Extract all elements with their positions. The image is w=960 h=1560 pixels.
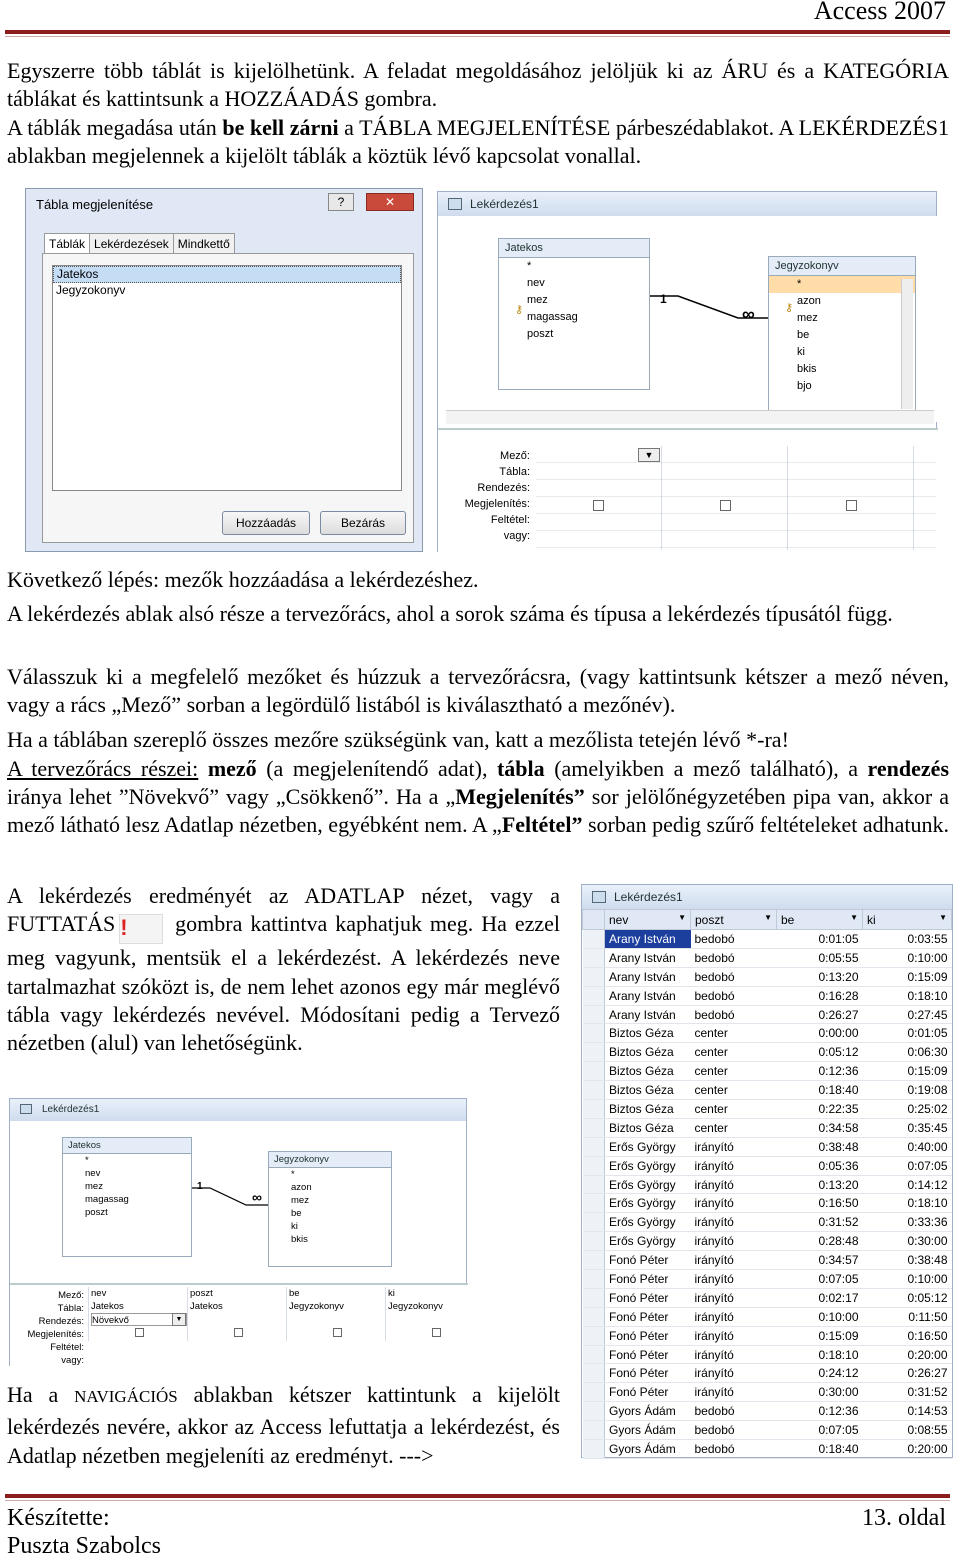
table-row[interactable] [583, 1421, 952, 1440]
grid-row-labels [14, 1289, 84, 1367]
key-icon: ⚷ [515, 304, 524, 316]
query-icon [592, 891, 606, 903]
grid-row-labels [448, 448, 530, 544]
table-jatekos[interactable] [62, 1137, 192, 1257]
cell-nev[interactable]: Erős György [605, 1137, 691, 1156]
cell-ki[interactable]: 0:25:02 [863, 1100, 952, 1119]
intro-paragraph-2: A táblák megadása után be kell zárni a TÁBLA MEGJELENÍTÉSE párbeszédablakot. A LEKÉRDEZÉS1 ablakban megjelennek a kijelölt táblák a köztük lévő kapcsolat vonallal. [7, 115, 949, 168]
table-jatekos[interactable] [498, 238, 650, 390]
cell-ki[interactable]: 0:20:00 [863, 1440, 952, 1459]
query-design-window-2 [9, 1098, 467, 1366]
paragraph-grid: A lekérdezés ablak alsó része a tervezőrács, ahol a sorok száma és típusa a lekérdezés típusától függ. [7, 601, 893, 626]
field[interactable]: * [85, 1155, 89, 1166]
datasheet-title: Lekérdezés1 [582, 885, 952, 909]
show-checkbox[interactable] [720, 500, 731, 511]
footer-rule-thin [5, 1500, 950, 1501]
table-listbox[interactable] [52, 265, 402, 491]
field[interactable]: mez [85, 1181, 103, 1192]
cell-be[interactable]: 0:07:05 [777, 1270, 863, 1289]
grid-table[interactable]: Jatekos [91, 1301, 124, 1312]
cell-ki[interactable]: 0:31:52 [863, 1383, 952, 1402]
dialog-tabs [44, 233, 234, 254]
tab-tables[interactable]: Táblák [44, 233, 90, 254]
table-row[interactable] [583, 1062, 952, 1081]
column-header-nev[interactable]: nev ▼ [605, 910, 691, 930]
grid-column [187, 1287, 283, 1341]
field[interactable]: nev [85, 1168, 101, 1179]
cell-ki[interactable]: 0:14:53 [863, 1402, 952, 1421]
row-selector[interactable] [583, 1270, 605, 1289]
cell-nev[interactable]: Gyors Ádám [605, 1421, 691, 1440]
show-checkbox[interactable] [432, 1328, 441, 1337]
row-label: Tábla: [57, 1303, 84, 1314]
cell-poszt[interactable]: center [691, 1043, 777, 1062]
field[interactable]: magassag [85, 1194, 129, 1205]
grid-field[interactable]: poszt [190, 1288, 213, 1299]
cell-poszt[interactable]: bedobó [691, 1402, 777, 1421]
cell-be[interactable]: 0:34:57 [777, 1251, 863, 1270]
rel-one: 1 [660, 292, 667, 306]
cell-ki[interactable]: 0:20:00 [863, 1345, 952, 1364]
field[interactable]: azon [291, 1182, 312, 1193]
row-selector[interactable] [583, 1024, 605, 1043]
show-checkbox[interactable] [846, 500, 857, 511]
table-row[interactable] [583, 1024, 952, 1043]
cell-poszt[interactable]: bedobó [691, 930, 777, 949]
rel-many: ∞ [742, 304, 755, 324]
cell-nev[interactable]: Arany István [605, 967, 691, 986]
cell-nev[interactable]: Biztos Géza [605, 1100, 691, 1119]
cell-be[interactable]: 0:30:00 [777, 1383, 863, 1402]
row-label: vagy: [503, 530, 530, 542]
row-selector[interactable] [583, 1383, 605, 1402]
cell-poszt[interactable]: irányító [691, 1156, 777, 1175]
row-selector[interactable] [583, 1345, 605, 1364]
row-selector[interactable] [583, 1326, 605, 1345]
grid-sort[interactable]: Növekvő [91, 1313, 187, 1326]
cell-be[interactable]: 0:18:10 [777, 1345, 863, 1364]
cell-poszt[interactable]: bedobó [691, 1421, 777, 1440]
row-selector[interactable] [583, 1402, 605, 1421]
cell-be[interactable]: 0:16:28 [777, 986, 863, 1005]
cell-nev[interactable]: Biztos Géza [605, 1062, 691, 1081]
cell-nev[interactable]: Erős György [605, 1194, 691, 1213]
row-selector[interactable] [583, 1118, 605, 1137]
add-button[interactable]: Hozzáadás [222, 511, 310, 535]
cell-be[interactable]: 0:31:52 [777, 1213, 863, 1232]
cell-nev[interactable]: Biztos Géza [605, 1043, 691, 1062]
field-key[interactable]: mez [527, 294, 548, 306]
cell-poszt[interactable]: irányító [691, 1194, 777, 1213]
cell-poszt[interactable]: center [691, 1081, 777, 1100]
cell-poszt[interactable]: irányító [691, 1270, 777, 1289]
row-selector[interactable] [583, 1421, 605, 1440]
table-row[interactable] [583, 1440, 952, 1459]
paragraph-navigation: Ha a NAVIGÁCIÓS ablakban kétszer kattintunk a kijelölt lekérdezés nevére, akkor az Access lefuttatja a lekérdezést, és Adatlap nézetben megjeleníti az eredményt. ---> [7, 1382, 560, 1468]
cell-nev[interactable]: Erős György [605, 1156, 691, 1175]
row-selector[interactable] [583, 1081, 605, 1100]
cell-ki[interactable]: 0:38:48 [863, 1251, 952, 1270]
cell-poszt[interactable]: irányító [691, 1383, 777, 1402]
table-row[interactable] [583, 1081, 952, 1100]
field[interactable]: poszt [527, 328, 554, 340]
rel-one: 1 [197, 1181, 203, 1192]
row-selector[interactable] [583, 1307, 605, 1326]
row-selector[interactable] [583, 1251, 605, 1270]
cell-nev[interactable]: Gyors Ádám [605, 1402, 691, 1421]
grid-field[interactable]: ki [388, 1288, 395, 1299]
field[interactable]: poszt [85, 1207, 108, 1218]
cell-nev[interactable]: Fonó Péter [605, 1364, 691, 1383]
grid-column [286, 1287, 382, 1341]
cell-ki[interactable]: 0:11:50 [863, 1307, 952, 1326]
row-label: Mező: [58, 1290, 84, 1301]
table-row[interactable] [583, 1100, 952, 1119]
cell-nev[interactable]: Erős György [605, 1175, 691, 1194]
cell-poszt[interactable]: irányító [691, 1213, 777, 1232]
row-selector[interactable] [583, 1062, 605, 1081]
cell-nev[interactable]: Arany István [605, 1005, 691, 1024]
table-row[interactable] [583, 1364, 952, 1383]
cell-nev[interactable]: Fonó Péter [605, 1326, 691, 1345]
cell-ki[interactable]: 0:26:27 [863, 1364, 952, 1383]
row-selector[interactable] [583, 1156, 605, 1175]
header-title: Access 2007 [813, 0, 946, 25]
cell-nev[interactable]: Fonó Péter [605, 1251, 691, 1270]
help-button[interactable]: ? [328, 193, 354, 211]
author-name: Puszta Szabolcs [7, 1533, 161, 1559]
show-checkbox[interactable] [593, 500, 604, 511]
grid-sort[interactable] [388, 1313, 467, 1326]
cell-ki[interactable]: 0:18:10 [863, 1194, 952, 1213]
dialog-title: Tábla megjelenítése [36, 197, 154, 212]
table-row[interactable] [583, 1213, 952, 1232]
field[interactable]: be [291, 1208, 302, 1219]
row-label: Rendezés: [477, 482, 530, 494]
cell-be[interactable]: 0:00:00 [777, 1024, 863, 1043]
paragraph-select: Válasszuk ki a megfelelő mezőket és húzzuk a tervezőrácsra, (vagy kattintsunk kétszer a mező néven, vagy a rács „Mező” sorban a legördülő listából is kiválasztható a mezőnév). [7, 664, 949, 717]
cell-ki[interactable]: 0:15:09 [863, 1062, 952, 1081]
table-row[interactable] [583, 1156, 952, 1175]
row-label: vagy: [61, 1355, 84, 1366]
cell-be[interactable]: 0:13:20 [777, 1175, 863, 1194]
cell-be[interactable]: 0:18:40 [777, 1081, 863, 1100]
grid-sort[interactable] [289, 1313, 382, 1326]
cell-ki[interactable]: 0:40:00 [863, 1137, 952, 1156]
cell-poszt[interactable]: center [691, 1024, 777, 1043]
row-label: Feltétel: [50, 1342, 84, 1353]
field[interactable]: ki [291, 1221, 298, 1232]
sort-dropdown[interactable]: ▼ [172, 1313, 186, 1326]
table-row[interactable] [583, 1251, 952, 1270]
row-selector[interactable] [583, 1194, 605, 1213]
cell-be[interactable]: 0:15:09 [777, 1326, 863, 1345]
table-row[interactable] [583, 1402, 952, 1421]
grid-table[interactable]: Jatekos [190, 1301, 223, 1312]
field-key[interactable]: azon [797, 295, 821, 307]
cell-nev[interactable]: Erős György [605, 1213, 691, 1232]
cell-ki[interactable]: 0:08:55 [863, 1421, 952, 1440]
grid-column [385, 1287, 467, 1341]
cell-be[interactable]: 0:28:48 [777, 1232, 863, 1251]
table-row[interactable] [583, 1005, 952, 1024]
cell-poszt[interactable]: irányító [691, 1326, 777, 1345]
key-icon: ⚷ [785, 302, 794, 314]
row-selector[interactable] [583, 1213, 605, 1232]
cell-nev[interactable]: Arany István [605, 930, 691, 949]
grid-sort[interactable] [190, 1313, 283, 1326]
table-row[interactable] [583, 967, 952, 986]
cell-ki[interactable]: 0:05:12 [863, 1288, 952, 1307]
cell-be[interactable]: 0:02:17 [777, 1288, 863, 1307]
grid-table[interactable]: Jegyzokonyv [289, 1301, 344, 1312]
cell-be[interactable]: 0:12:36 [777, 1062, 863, 1081]
table-row[interactable] [583, 1137, 952, 1156]
header-rule [5, 30, 950, 34]
cell-ki[interactable]: 0:01:05 [863, 1024, 952, 1043]
close-button[interactable]: ✕ [366, 193, 414, 211]
field[interactable]: ki [797, 346, 805, 358]
cell-poszt[interactable]: bedobó [691, 1440, 777, 1459]
close-dialog-button[interactable]: Bezárás [320, 511, 406, 535]
field[interactable]: * [291, 1169, 295, 1180]
cell-be[interactable]: 0:05:55 [777, 948, 863, 967]
query-title: Lekérdezés1 [10, 1099, 466, 1121]
cell-ki[interactable]: 0:30:00 [863, 1232, 952, 1251]
cell-ki[interactable]: 0:14:12 [863, 1175, 952, 1194]
cell-ki[interactable]: 0:19:08 [863, 1081, 952, 1100]
grid-table[interactable]: Jegyzokonyv [388, 1301, 443, 1312]
cell-poszt[interactable]: irányító [691, 1345, 777, 1364]
cell-ki[interactable]: 0:07:05 [863, 1156, 952, 1175]
field-dropdown[interactable]: ▼ [638, 448, 660, 462]
paragraph-next-step: Következő lépés: mezők hozzáadása a lekérdezéshez. [7, 567, 479, 592]
cell-be[interactable]: 0:05:36 [777, 1156, 863, 1175]
cell-be[interactable]: 0:34:58 [777, 1118, 863, 1137]
cell-ki[interactable]: 0:06:30 [863, 1043, 952, 1062]
rel-many: ∞ [252, 1189, 262, 1205]
field[interactable]: nev [527, 277, 545, 289]
tab-queries[interactable]: Lekérdezések [89, 233, 174, 254]
row-selector[interactable] [583, 1232, 605, 1251]
result-table [582, 909, 952, 1459]
row-selector[interactable] [583, 1440, 605, 1459]
row-selector[interactable] [583, 1043, 605, 1062]
table-name: Jatekos [63, 1138, 191, 1154]
cell-poszt[interactable]: bedobó [691, 1005, 777, 1024]
field[interactable]: mez [291, 1195, 309, 1206]
field[interactable]: * [769, 276, 915, 293]
row-selector[interactable] [583, 1137, 605, 1156]
row-selector[interactable] [583, 986, 605, 1005]
cell-be[interactable]: 0:13:20 [777, 967, 863, 986]
row-selector[interactable] [583, 1175, 605, 1194]
table-jegyzokonyv[interactable] [768, 256, 916, 412]
cell-poszt[interactable]: irányító [691, 1251, 777, 1270]
cell-nev[interactable]: Biztos Géza [605, 1081, 691, 1100]
h-scrollbar[interactable] [446, 410, 934, 424]
row-label: Mező: [500, 450, 530, 462]
column-header-be[interactable]: be ▼ [777, 910, 863, 930]
field[interactable]: bkis [797, 363, 817, 375]
cell-nev[interactable]: Fonó Péter [605, 1345, 691, 1364]
cell-be[interactable]: 0:38:48 [777, 1137, 863, 1156]
table-jegyzokonyv[interactable] [268, 1151, 392, 1267]
cell-ki[interactable]: 0:16:50 [863, 1326, 952, 1345]
table-row[interactable] [583, 1345, 952, 1364]
table-name: Jegyzokonyv [269, 1152, 391, 1168]
row-label: Feltétel: [490, 514, 530, 526]
cell-be[interactable]: 0:01:05 [777, 930, 863, 949]
cell-poszt[interactable]: irányító [691, 1232, 777, 1251]
column-header-poszt[interactable]: poszt ▼ [691, 910, 777, 930]
scrollbar[interactable] [901, 279, 913, 409]
field[interactable]: bkis [291, 1234, 308, 1245]
paragraph-run: A lekérdezés eredményét az ADATLAP nézet, vagy a FUTTATÁS ! gombra kattintva kaphatjuk meg. Ha ezzel meg vagyunk, mentsük el a lekérdezést. A lekérdezés neve tartalmazhat szóközt is, de nem lehet azonos egy már meglévő tábla vagy lekérdezés nevével. Módosítani pedig a Tervező nézetben (alul) van lehetőségünk. [7, 883, 560, 1056]
cell-nev[interactable]: Fonó Péter [605, 1270, 691, 1289]
table-name: Jegyzokonyv [769, 257, 915, 276]
field[interactable]: * [527, 260, 532, 272]
field[interactable]: magassag [527, 311, 578, 323]
cell-be[interactable]: 0:18:40 [777, 1440, 863, 1459]
table-row[interactable] [583, 1383, 952, 1402]
row-selector[interactable] [583, 1288, 605, 1307]
cell-poszt[interactable]: irányító [691, 1175, 777, 1194]
paragraph-grid-parts: A tervezőrács részei: mező (a megjelenítendő adat), tábla (amelyikben a mező található), a rendezés iránya lehet ”Növekvő” vagy „Csökkenő”. Ha a „Megjelenítés” sor jelölőnégyzetében pipa van, akkor a mező látható lesz Adatlap nézetben, egyébként nem. A „Feltétel” sorban pedig szűrő feltételeket adhatunk. [7, 756, 950, 837]
show-table-dialog [25, 188, 423, 552]
cell-poszt[interactable]: bedobó [691, 948, 777, 967]
show-checkbox[interactable] [234, 1328, 243, 1337]
table-row[interactable] [583, 1175, 952, 1194]
table-name: Jatekos [499, 239, 649, 258]
cell-ki[interactable]: 0:10:00 [863, 948, 952, 967]
cell-nev[interactable]: Fonó Péter [605, 1288, 691, 1307]
cell-poszt[interactable]: center [691, 1118, 777, 1137]
row-selector[interactable] [583, 967, 605, 986]
grid-columns [536, 446, 936, 550]
query-design-window [437, 191, 937, 552]
field[interactable]: mez [797, 312, 818, 324]
table-row[interactable] [583, 1043, 952, 1062]
cell-ki[interactable]: 0:35:45 [863, 1118, 952, 1137]
cell-be[interactable]: 0:05:12 [777, 1043, 863, 1062]
query-icon [448, 198, 462, 210]
field[interactable]: be [797, 329, 810, 341]
row-selector[interactable] [583, 1364, 605, 1383]
row-selector[interactable] [583, 948, 605, 967]
cell-ki[interactable]: 0:10:00 [863, 1270, 952, 1289]
row-label: Tábla: [499, 466, 530, 478]
run-icon: ! [119, 914, 163, 944]
row-label: Rendezés: [38, 1316, 84, 1327]
cell-nev[interactable]: Fonó Péter [605, 1307, 691, 1326]
cell-nev[interactable]: Fonó Péter [605, 1383, 691, 1402]
cell-be[interactable]: 0:22:35 [777, 1100, 863, 1119]
row-selector[interactable] [583, 1100, 605, 1119]
cell-nev[interactable]: Arany István [605, 986, 691, 1005]
cell-poszt[interactable]: center [691, 1100, 777, 1119]
cell-be[interactable]: 0:26:27 [777, 1005, 863, 1024]
cell-poszt[interactable]: irányító [691, 1288, 777, 1307]
cell-poszt[interactable]: irányító [691, 1137, 777, 1156]
query-title: Lekérdezés1 [438, 192, 936, 216]
table-row[interactable] [583, 1270, 952, 1289]
cell-poszt[interactable]: center [691, 1062, 777, 1081]
cell-be[interactable]: 0:07:05 [777, 1421, 863, 1440]
grid-column [88, 1287, 184, 1341]
cell-be[interactable]: 0:24:12 [777, 1364, 863, 1383]
datasheet-window [581, 884, 953, 1458]
page-number: 13. oldal [862, 1505, 946, 1531]
paragraph-star: Ha a táblában szereplő összes mezőre szükségünk van, katt a mezőlista tetején lévő *-ra! [7, 727, 789, 752]
table-row[interactable] [583, 1326, 952, 1345]
cell-ki[interactable]: 0:18:10 [863, 986, 952, 1005]
row-selector[interactable] [583, 930, 605, 949]
cell-nev[interactable]: Erős György [605, 1232, 691, 1251]
show-checkbox[interactable] [333, 1328, 342, 1337]
cell-nev[interactable]: Biztos Géza [605, 1118, 691, 1137]
cell-ki[interactable]: 0:03:55 [863, 930, 952, 949]
author-label: Készítette: [7, 1505, 110, 1531]
row-label: Megjelenítés: [464, 498, 530, 510]
cell-ki[interactable]: 0:15:09 [863, 967, 952, 986]
cell-be[interactable]: 0:12:36 [777, 1402, 863, 1421]
column-header-ki[interactable]: ki ▼ [863, 910, 952, 930]
cell-poszt[interactable]: irányító [691, 1364, 777, 1383]
cell-ki[interactable]: 0:33:36 [863, 1213, 952, 1232]
cell-nev[interactable]: Arany István [605, 948, 691, 967]
intro-paragraph-1: Egyszerre több táblát is kijelölhetünk. A feladat megoldásához jelöljük ki az ÁRU és a KATEGÓRIA táblákat és kattintsunk a HOZZÁADÁS gombra. [7, 58, 949, 111]
list-item[interactable]: Jatekos [53, 266, 401, 283]
cell-nev[interactable]: Biztos Géza [605, 1024, 691, 1043]
grid-field[interactable]: nev [91, 1288, 107, 1299]
cell-nev[interactable]: Gyors Ádám [605, 1440, 691, 1459]
table-row[interactable] [583, 1232, 952, 1251]
row-label: Megjelenítés: [27, 1329, 84, 1340]
field[interactable]: bjo [797, 380, 812, 392]
list-item[interactable]: Jegyzokonyv [56, 283, 126, 297]
header-rule-thin [5, 36, 950, 37]
cell-be[interactable]: 0:16:50 [777, 1194, 863, 1213]
row-selector[interactable] [583, 1005, 605, 1024]
tab-both[interactable]: Mindkettő [173, 233, 235, 254]
cell-poszt[interactable]: bedobó [691, 967, 777, 986]
show-checkbox[interactable] [135, 1328, 144, 1337]
table-row[interactable] [583, 1307, 952, 1326]
grid-field[interactable]: be [289, 1288, 300, 1299]
cell-poszt[interactable]: bedobó [691, 986, 777, 1005]
footer-rule [5, 1494, 950, 1498]
cell-poszt[interactable]: irányító [691, 1307, 777, 1326]
cell-ki[interactable]: 0:27:45 [863, 1005, 952, 1024]
query-icon [20, 1104, 32, 1114]
cell-be[interactable]: 0:10:00 [777, 1307, 863, 1326]
table-row[interactable] [583, 930, 952, 949]
table-row[interactable] [583, 1194, 952, 1213]
table-row[interactable] [583, 1118, 952, 1137]
table-row[interactable] [583, 948, 952, 967]
table-row[interactable] [583, 986, 952, 1005]
table-row[interactable] [583, 1288, 952, 1307]
row-selector-header[interactable] [583, 910, 605, 930]
